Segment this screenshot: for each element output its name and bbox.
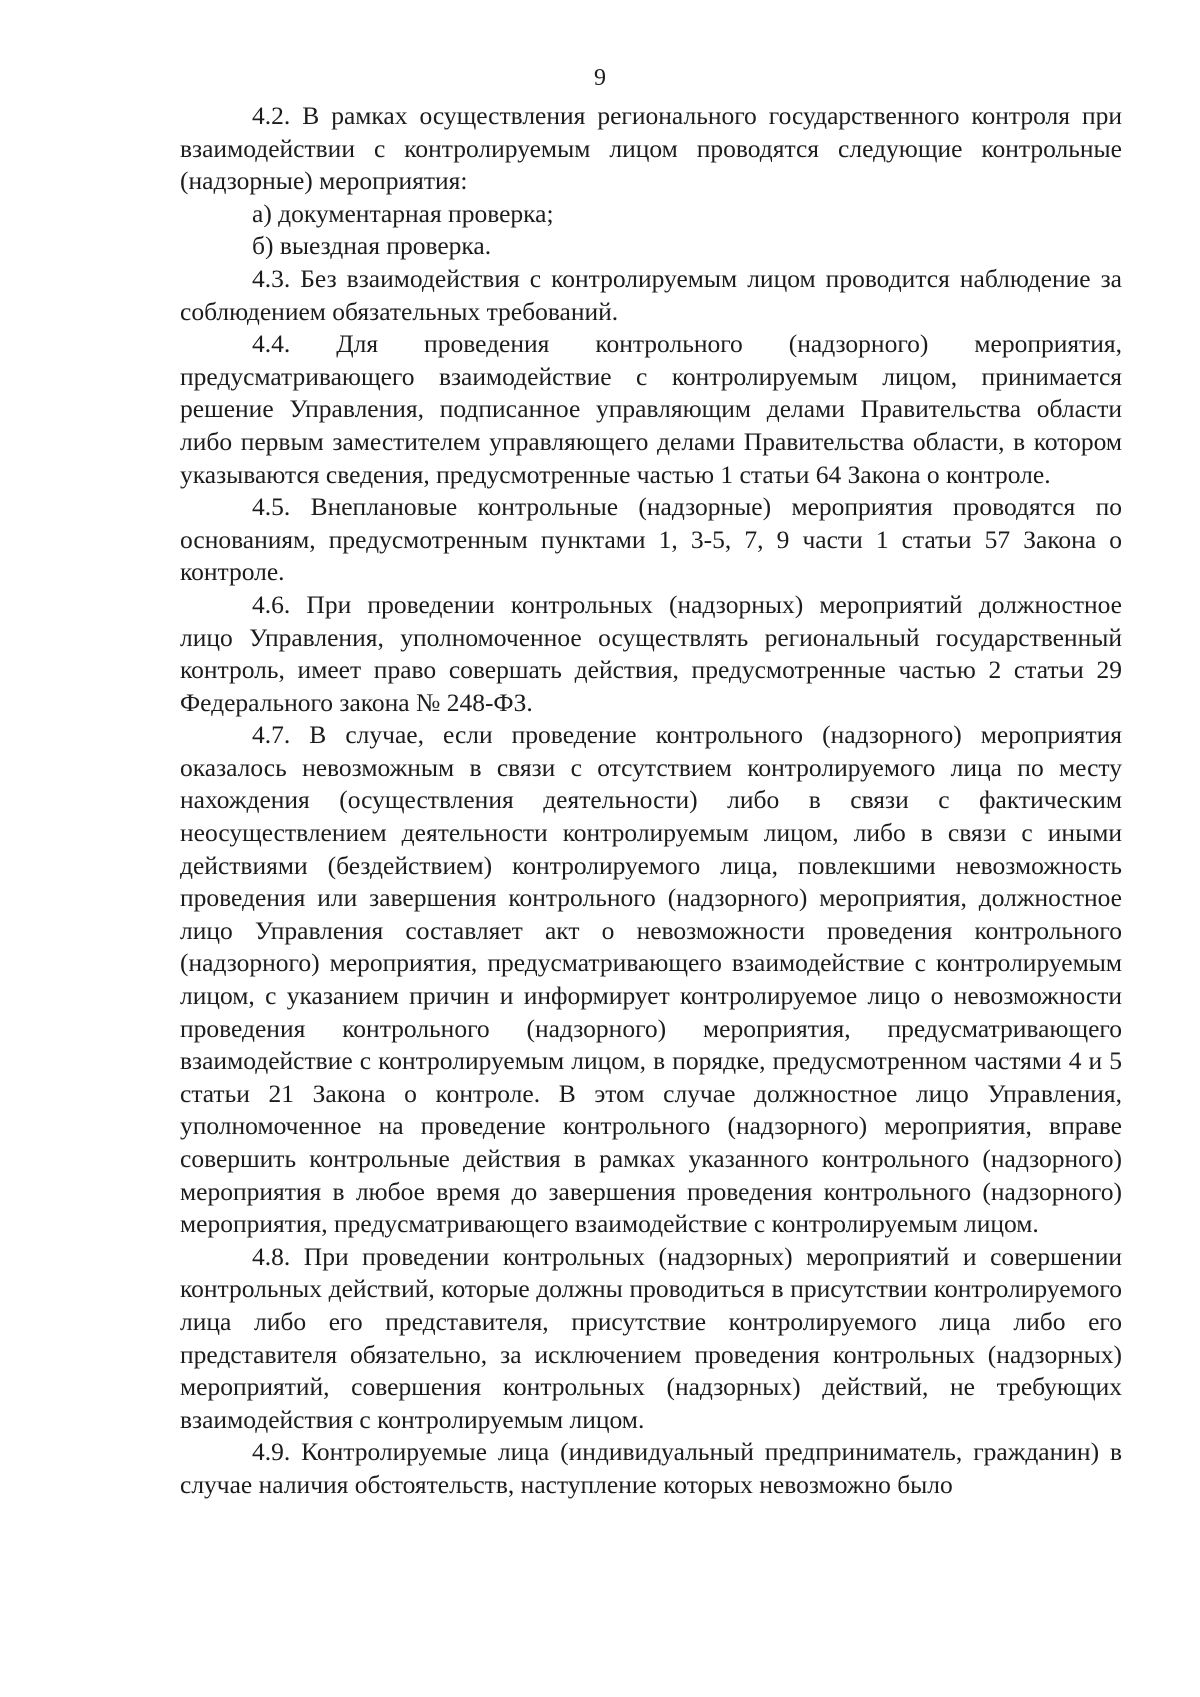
paragraph-4-5: 4.5. Внеплановые контрольные (надзорные) мероприятия проводятся по основаниям, предусмотренным пунктами 1, 3-5, 7, 9 части 1 статьи 57 Закона о контроле. xyxy=(180,492,1122,587)
paragraph-4-8: 4.8. При проведении контрольных (надзорных) мероприятий и совершении контрольных действий, которые должны проводиться в присутствии контролируемого лица либо его представителя, присутствие контролируемого лица либо его представителя обязательно, за исключением проведения контрольных (надзорных) мероприятий, совершения контрольных (надзорных) действий, не требующих взаимодействия с контролируемым лицом. xyxy=(180,1241,1122,1434)
document-body xyxy=(180,100,1122,1502)
paragraph-4-3: 4.3. Без взаимодействия с контролируемым лицом проводится наблюдение за соблюдением обязательных требований. xyxy=(180,263,1122,326)
paragraph-4-4: 4.4. Для проведения контрольного (надзорного) мероприятия, предусматривающего взаимодействие с контролируемым лицом, принимается решение Управления, подписанное управляющим делами Правительства области либо первым заместителем управляющего делами Правительства области, в котором указываются сведения, предусмотренные частью 1 статьи 64 Закона о контроле. xyxy=(180,329,1122,489)
list-item-a: а) документарная проверка; xyxy=(252,198,554,228)
paragraph-4-6: 4.6. При проведении контрольных (надзорных) мероприятий должностное лицо Управления, уполномоченное осуществлять региональный государственный контроль, имеет право совершать действия, предусмотренные частью 2 статьи 29 Федерального закона № 248-ФЗ. xyxy=(180,589,1122,717)
paragraph-4-9: 4.9. Контролируемые лица (индивидуальный предприниматель, гражданин) в случае наличия обстоятельств, наступление которых невозможно было xyxy=(180,1437,1122,1499)
list-item-b: б) выездная проверка. xyxy=(252,231,492,261)
paragraph-4-7: 4.7. В случае, если проведение контрольного (надзорного) мероприятия оказалось невозможным в связи с отсутствием контролируемого лица по месту нахождения (осуществления деятельности) либо в связи с фактическим неосуществлением деятельности контролируемым лицом, либо в связи с иными действиями (бездействием) контролируемого лица, повлекшими невозможность проведения или завершения контрольного (надзорного) мероприятия, должностное лицо Управления составляет акт о невозможности проведения контрольного (надзорного) мероприятия, предусматривающего взаимодействие с контролируемым лицом, с указанием причин и информирует контролируемое лицо о невозможности проведения контрольного (надзорного) мероприятия, предусматривающего взаимодействие с контролируемым лицом, в порядке, предусмотренном частями 4 и 5 статьи 21 Закона о контроле. В этом случае должностное лицо Управления, уполномоченное на проведение контрольного (надзорного) мероприятия, вправе совершить контрольные действия в рамках указанного контрольного (надзорного) мероприятия в любое время до завершения проведения контрольного (надзорного) мероприятия, предусматривающего взаимодействие с контролируемым лицом. xyxy=(180,720,1122,1239)
paragraph-4-2: 4.2. В рамках осуществления регионального государственного контроля при взаимодействии с контролируемым лицом проводятся следующие контрольные (надзорные) мероприятия: xyxy=(180,101,1122,196)
page-number: 9 xyxy=(594,65,606,91)
